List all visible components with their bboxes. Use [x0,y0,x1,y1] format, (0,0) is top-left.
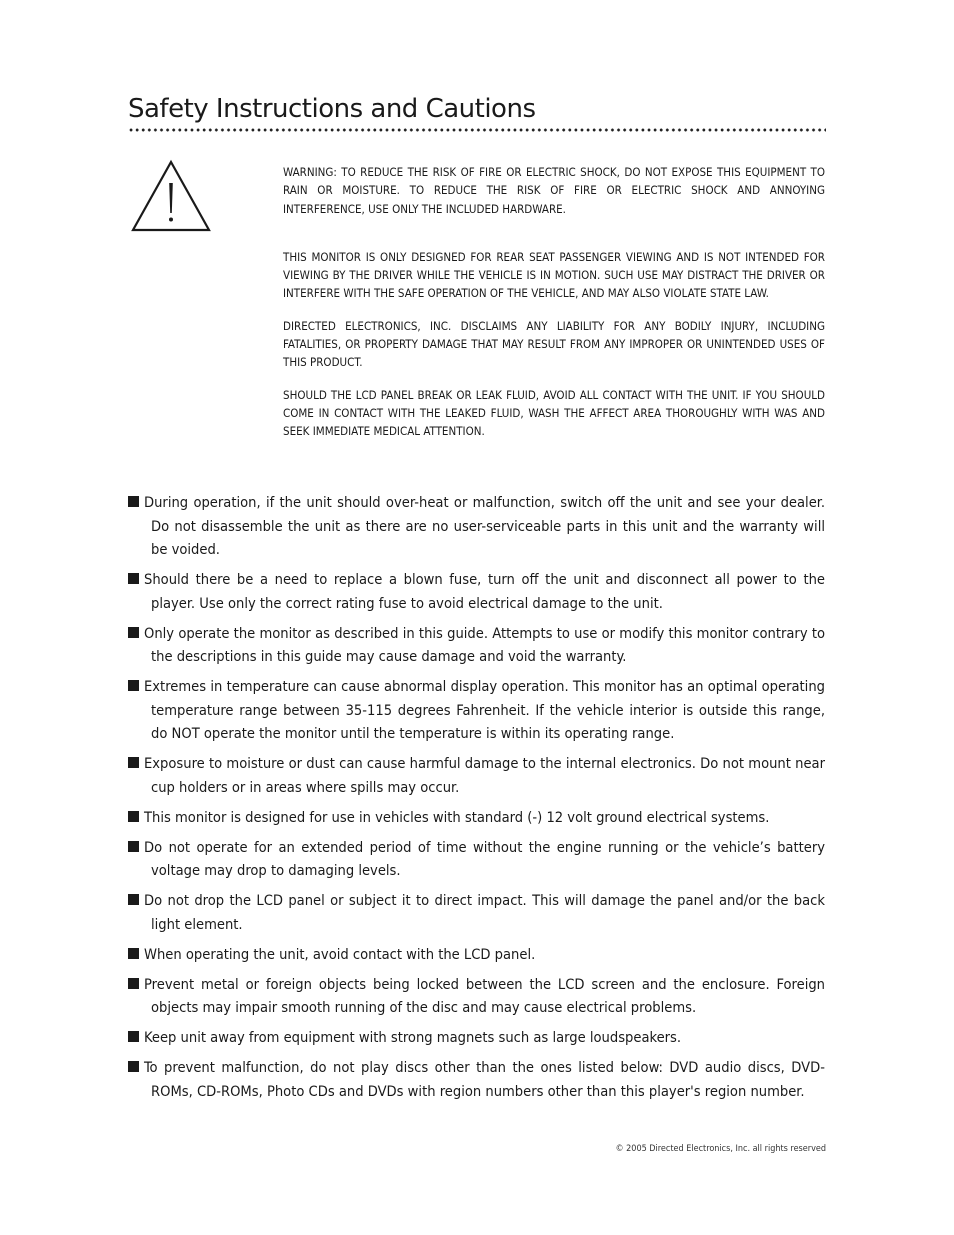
list-item-text: Do not operate for an extended period of time without the engine running or the vehicle’s battery voltage may drop to damaging levels. [144,838,825,879]
square-bullet-icon [128,841,139,852]
square-bullet-icon [128,811,139,822]
list-item [128,491,825,562]
list-item-text: Extremes in temperature can cause abnormal display operation. This monitor has an optimal operating temperature range between 35-115 degrees Fahrenheit. If the vehicle interior is outside this range, do NOT operate the monitor until the temperature is within its operating range. [144,678,825,742]
square-bullet-icon [128,978,139,989]
list-item-text: When operating the unit, avoid contact with the LCD panel. [144,945,536,963]
list-item [128,622,825,669]
warning-text: TO REDUCE THE RISK OF FIRE OR ELECTRIC SHOCK, DO NOT EXPOSE THIS EQUIPMENT TO RAIN OR MOISTURE. TO REDUCE THE RISK OF FIRE OR ELECTRIC SHOCK AND ANNOYING INTERFERENCE, USE ONLY THE INCLUDED HARDWARE. [283,165,825,216]
list-item-text: Only operate the monitor as described in this guide. Attempts to use or modify this monitor contrary to the descriptions in this guide may cause damage and void the warranty. [144,624,825,665]
list-item-text: Do not drop the LCD panel or subject it to direct impact. This will damage the panel and/or the back light element. [144,892,825,933]
list-item-text: To prevent malfunction, do not play discs other than the ones listed below: DVD audio discs, DVD-ROMs, CD-ROMs, Photo CDs and DVDs with region numbers other than this player's region number. [144,1059,825,1100]
copyright-footer: © 2005 Directed Electronics, Inc. all rights reserved [615,1144,826,1154]
list-item [128,806,825,830]
caution-paragraph: THIS MONITOR IS ONLY DESIGNED FOR REAR SEAT PASSENGER VIEWING AND IS NOT INTENDED FOR VIEWING BY THE DRIVER WHILE THE VEHICLE IS IN MOTION. SUCH USE MAY DISTRACT THE DRIVER OR INTERFERE WITH THE SAFE OPERATION OF THE VEHICLE, AND MAY ALSO VIOLATE STATE LAW. [283,249,825,301]
list-item [128,889,825,936]
caution-paragraph: SHOULD THE LCD PANEL BREAK OR LEAK FLUID, AVOID ALL CONTACT WITH THE UNIT. IF YOU SHOULD COME IN CONTACT WITH THE LEAKED FLUID, WASH THE AFFECT AREA THOROUGHLY WITH WAS AND SEEK IMMEDIATE MEDICAL ATTENTION. [283,387,825,439]
dotted-title-rule [128,127,826,133]
square-bullet-icon [128,757,139,768]
square-bullet-icon [128,627,139,638]
list-item-text: Exposure to moisture or dust can cause harmful damage to the internal electronics. Do not mount near cup holders or in areas where spills may occur. [144,755,825,796]
square-bullet-icon [128,894,139,905]
list-item-text: Should there be a need to replace a blown fuse, turn off the unit and disconnect all power to the player. Use only the correct rating fuse to avoid electrical damage to the unit. [144,571,825,612]
square-bullet-icon [128,948,139,959]
list-item [128,568,825,615]
warning-paragraph [283,163,825,218]
square-bullet-icon [128,496,139,507]
warning-triangle-icon [130,159,212,233]
list-item [128,1026,825,1050]
square-bullet-icon [128,1031,139,1042]
list-item-text: This monitor is designed for use in vehicles with standard (-) 12 volt ground electrical systems. [144,808,770,826]
list-item [128,1056,825,1103]
square-bullet-icon [128,1061,139,1072]
list-item [128,675,825,746]
square-bullet-icon [128,680,139,691]
page-title: Safety Instructions and Cautions [128,94,536,124]
list-item [128,973,825,1020]
list-item-text: Keep unit away from equipment with strong magnets such as large loudspeakers. [144,1029,682,1046]
caution-paragraph: DIRECTED ELECTRONICS, INC. DISCLAIMS ANY LIABILITY FOR ANY BODILY INJURY, INCLUDING FATALITIES, OR PROPERTY DAMAGE THAT MAY RESULT FROM ANY IMPROPER OR UNINTENDED USES OF THIS PRODUCT. [283,318,825,370]
list-item [128,943,825,967]
square-bullet-icon [128,573,139,584]
list-item [128,836,825,883]
warning-label: WARNING: [283,165,337,179]
safety-bullet-list [128,491,825,1110]
list-item-text: During operation, if the unit should over-heat or malfunction, switch off the unit and see your dealer. Do not disassemble the unit as there are no user-serviceable parts in this unit and the warranty will be voided. [144,494,825,558]
list-item-text: Prevent metal or foreign objects being locked between the LCD screen and the enclosure. Foreign objects may impair smooth running of the disc and may cause electrical problems. [144,975,825,1016]
list-item [128,752,825,799]
caution-block [283,163,825,455]
